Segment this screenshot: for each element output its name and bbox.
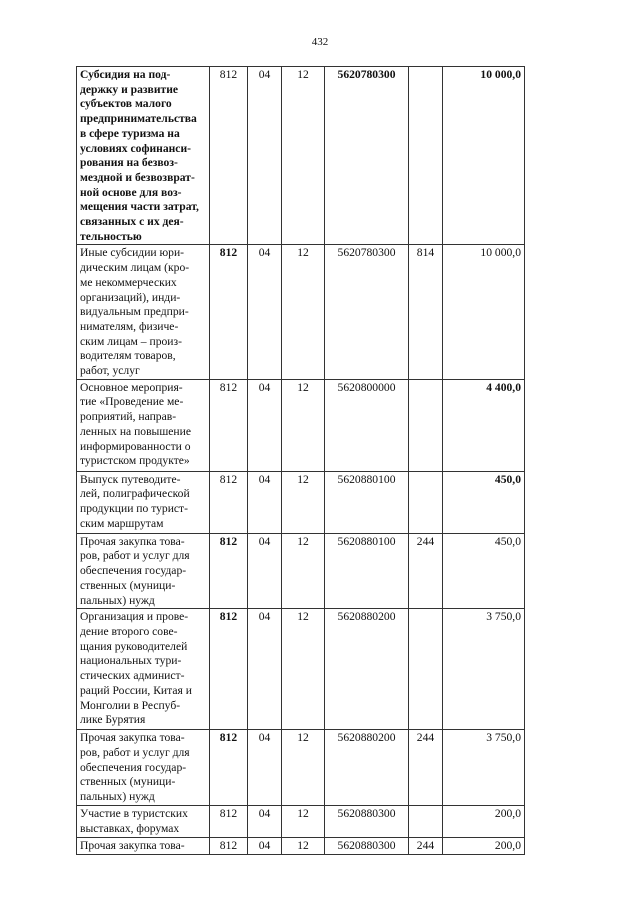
section-code: 04 (248, 245, 282, 379)
amount-value: 4 400,0 (443, 379, 525, 471)
section-code: 04 (248, 471, 282, 533)
expense-type-code: 244 (409, 838, 443, 855)
table-row (77, 730, 525, 806)
amount-value: 10 000,0 (443, 67, 525, 245)
ministry-code: 812 (210, 533, 248, 609)
ministry-code: 812 (210, 379, 248, 471)
page-number: 432 (311, 36, 329, 48)
row-name: Иные субсидии юри- дическим лицам (кро- ме некоммерческих организаций), инди- видуальным предпри- нимателям, физиче- ским лицам – произ- водителям товаров, работ, услуг (77, 245, 210, 379)
subsection-code: 12 (282, 379, 325, 471)
ministry-code: 812 (210, 67, 248, 245)
expense-type-code (409, 806, 443, 838)
amount-value: 450,0 (443, 533, 525, 609)
target-article-code: 5620880200 (325, 730, 409, 806)
table-row (77, 533, 525, 609)
target-article-code: 5620880300 (325, 806, 409, 838)
subsection-code: 12 (282, 245, 325, 379)
target-article-code: 5620880300 (325, 838, 409, 855)
table-row (77, 806, 525, 838)
target-article-code: 5620780300 (325, 67, 409, 245)
amount-value: 3 750,0 (443, 730, 525, 806)
amount-value: 450,0 (443, 471, 525, 533)
section-code: 04 (248, 67, 282, 245)
subsection-code: 12 (282, 471, 325, 533)
expense-type-code: 244 (409, 730, 443, 806)
ministry-code: 812 (210, 609, 248, 730)
row-name: Выпуск путеводите- лей, полиграфической продукции по турист- ским маршрутам (77, 471, 210, 533)
row-name: Прочая закупка това- ров, работ и услуг для обеспечения государ- ственных (муници- пальных) нужд (77, 533, 210, 609)
table-row (77, 471, 525, 533)
amount-value: 3 750,0 (443, 609, 525, 730)
section-code: 04 (248, 379, 282, 471)
row-name: Участие в туристских выставках, форумах (77, 806, 210, 838)
subsection-code: 12 (282, 806, 325, 838)
section-code: 04 (248, 806, 282, 838)
amount-value: 10 000,0 (443, 245, 525, 379)
amount-value: 200,0 (443, 838, 525, 855)
section-code: 04 (248, 609, 282, 730)
target-article-code: 5620800000 (325, 379, 409, 471)
expense-type-code (409, 609, 443, 730)
expense-type-code: 244 (409, 533, 443, 609)
ministry-code: 812 (210, 806, 248, 838)
target-article-code: 5620780300 (325, 245, 409, 379)
table-row (77, 67, 525, 245)
row-name: Организация и прове- дение второго сове- щания руководителей национальных тури- стических админист- раций России, Китая и Монголии в Респуб- лике Бурятия (77, 609, 210, 730)
expense-type-code (409, 379, 443, 471)
subsection-code: 12 (282, 609, 325, 730)
expense-type-code (409, 67, 443, 245)
subsection-code: 12 (282, 533, 325, 609)
section-code: 04 (248, 533, 282, 609)
table-row (77, 379, 525, 471)
table-row (77, 245, 525, 379)
budget-table (76, 66, 525, 855)
table-row (77, 609, 525, 730)
row-name: Прочая закупка това- ров, работ и услуг для обеспечения государ- ственных (муници- пальных) нужд (77, 730, 210, 806)
row-name: Субсидия на под- держку и развитие субъектов малого предпринимательства в сфере туризма на условиях софинанси- рования на безвоз- мездной и безвозврат- ной основе для воз- мещения части затрат, связанных с их дея- тельностью (77, 67, 210, 245)
section-code: 04 (248, 730, 282, 806)
target-article-code: 5620880200 (325, 609, 409, 730)
ministry-code: 812 (210, 838, 248, 855)
row-name: Основное мероприя- тие «Проведение ме- роприятий, направ- ленных на повышение информированности о туристском продукте» (77, 379, 210, 471)
target-article-code: 5620880100 (325, 533, 409, 609)
subsection-code: 12 (282, 67, 325, 245)
section-code: 04 (248, 838, 282, 855)
ministry-code: 812 (210, 245, 248, 379)
table-row (77, 838, 525, 855)
expense-type-code (409, 471, 443, 533)
subsection-code: 12 (282, 730, 325, 806)
ministry-code: 812 (210, 471, 248, 533)
ministry-code: 812 (210, 730, 248, 806)
row-name: Прочая закупка това- (77, 838, 210, 855)
expense-type-code: 814 (409, 245, 443, 379)
subsection-code: 12 (282, 838, 325, 855)
target-article-code: 5620880100 (325, 471, 409, 533)
amount-value: 200,0 (443, 806, 525, 838)
